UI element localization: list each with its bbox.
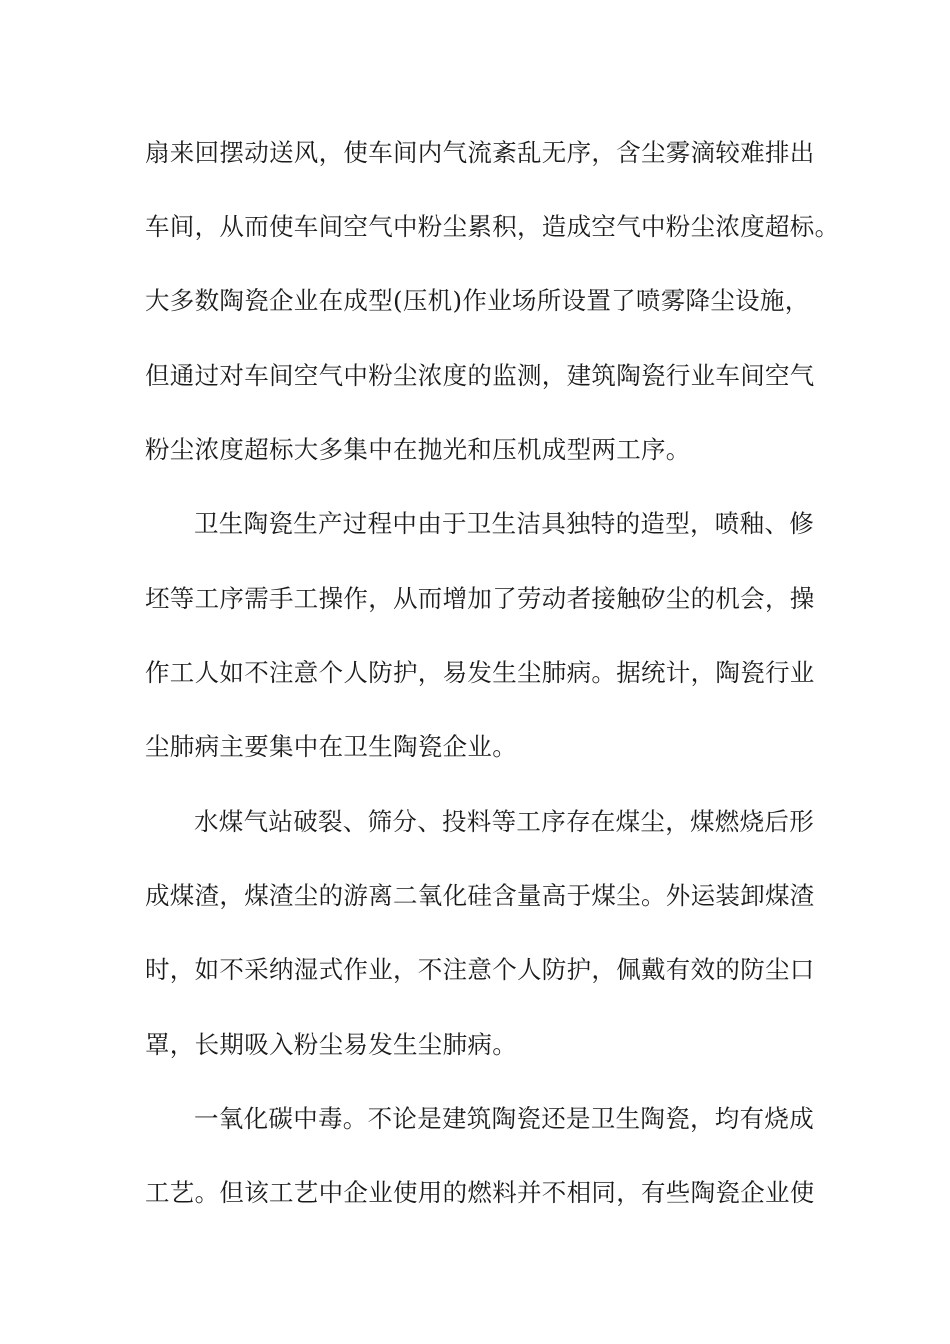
text-line: 坯等工序需手工操作，从而增加了劳动者接触矽尘的机会，操 <box>145 584 815 613</box>
text-line: 大多数陶瓷企业在成型(压机)作业场所设置了喷雾降尘设施， <box>145 286 810 315</box>
paragraph-first-line: 卫生陶瓷生产过程中由于卫生洁具独特的造型，喷釉、修 <box>194 509 814 538</box>
text-line: 罩，长期吸入粉尘易发生尘肺病。 <box>145 1030 517 1059</box>
text-line: 作工人如不注意个人防护，易发生尘肺病。据统计，陶瓷行业 <box>145 658 815 687</box>
text-line: 但通过对车间空气中粉尘浓度的监测，建筑陶瓷行业车间空气 <box>145 361 815 390</box>
text-line: 扇来回摆动送风，使车间内气流紊乱无序，含尘雾滴较难排出 <box>145 138 815 167</box>
paragraph-first-line: 一氧化碳中毒。不论是建筑陶瓷还是卫生陶瓷，均有烧成 <box>194 1104 814 1133</box>
text-line: 粉尘浓度超标大多集中在抛光和压机成型两工序。 <box>145 435 691 464</box>
text-line: 时，如不采纳湿式作业，不注意个人防护，佩戴有效的防尘口 <box>145 955 815 984</box>
text-line: 工艺。但该工艺中企业使用的燃料并不相同，有些陶瓷企业使 <box>145 1178 815 1207</box>
text-line: 成煤渣，煤渣尘的游离二氧化硅含量高于煤尘。外运装卸煤渣 <box>145 881 815 910</box>
paragraph-first-line: 水煤气站破裂、筛分、投料等工序存在煤尘，煤燃烧后形 <box>194 807 814 836</box>
text-line: 车间，从而使车间空气中粉尘累积，造成空气中粉尘浓度超标。 <box>145 212 840 241</box>
text-line: 尘肺病主要集中在卫生陶瓷企业。 <box>145 732 517 761</box>
